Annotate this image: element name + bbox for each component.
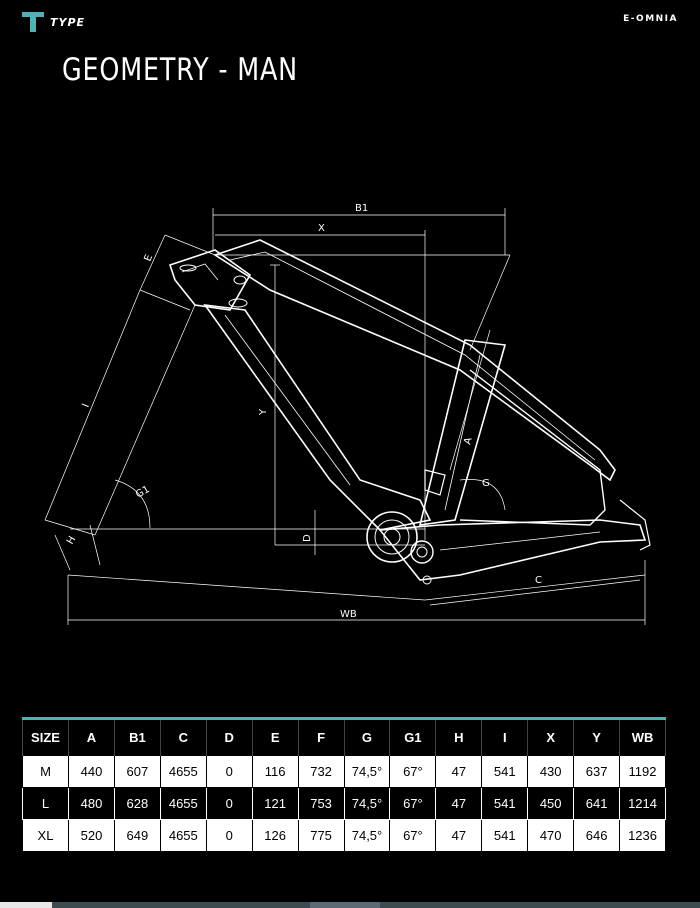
table-cell: 0: [206, 788, 252, 820]
label-e: E: [142, 253, 156, 264]
table-cell: 430: [528, 756, 574, 788]
table-cell: 4655: [160, 820, 206, 852]
geometry-diagram: [0, 180, 700, 640]
table-cell: 4655: [160, 756, 206, 788]
brand-t-icon: [22, 12, 44, 32]
dimension-labels: [65, 203, 542, 620]
table-cell: 47: [436, 820, 482, 852]
label-c: C: [535, 575, 542, 586]
label-g1: G1: [134, 484, 152, 501]
column-header: G1: [390, 719, 436, 756]
table-cell: 126: [252, 820, 298, 852]
column-header: C: [160, 719, 206, 756]
column-header: Y: [574, 719, 620, 756]
table-cell: 470: [528, 820, 574, 852]
column-header: A: [69, 719, 115, 756]
table-cell: 121: [252, 788, 298, 820]
table-cell: 541: [482, 756, 528, 788]
table-cell: 775: [298, 820, 344, 852]
label-a: A: [462, 436, 475, 446]
table-cell: 480: [69, 788, 115, 820]
table-cell: 67°: [390, 820, 436, 852]
table-cell: 47: [436, 788, 482, 820]
column-header: WB: [620, 719, 666, 756]
footer-bar-segment: [310, 902, 380, 908]
table-cell: 541: [482, 788, 528, 820]
table-cell: 607: [114, 756, 160, 788]
label-wb: WB: [340, 609, 357, 620]
table-cell: 1236: [620, 820, 666, 852]
table-cell: 67°: [390, 788, 436, 820]
column-header: X: [528, 719, 574, 756]
table-cell: 1192: [620, 756, 666, 788]
table-cell: 628: [114, 788, 160, 820]
table-cell: 649: [114, 820, 160, 852]
table-cell: XL: [23, 820, 69, 852]
table-cell: L: [23, 788, 69, 820]
table-cell: 0: [206, 820, 252, 852]
table-row-m: [23, 756, 666, 788]
table-row-l: [23, 788, 666, 820]
table-cell: 732: [298, 756, 344, 788]
label-y: Y: [258, 408, 269, 415]
table-cell: M: [23, 756, 69, 788]
label-g: G: [482, 478, 490, 489]
label-d: D: [302, 534, 313, 542]
label-b1: B1: [355, 203, 369, 214]
table-cell: 74,5°: [344, 756, 390, 788]
column-header: G: [344, 719, 390, 756]
column-header: SIZE: [23, 719, 69, 756]
table-cell: 1214: [620, 788, 666, 820]
table-cell: 450: [528, 788, 574, 820]
table-cell: 116: [252, 756, 298, 788]
table-header-row: [23, 719, 666, 756]
label-x: X: [318, 223, 325, 234]
column-header: I: [482, 719, 528, 756]
footer-bar: [0, 902, 700, 908]
column-header: F: [298, 719, 344, 756]
table-cell: 641: [574, 788, 620, 820]
table-cell: 0: [206, 756, 252, 788]
table-cell: 74,5°: [344, 820, 390, 852]
table-cell: 637: [574, 756, 620, 788]
brand-logo: [22, 12, 85, 32]
table-cell: 67°: [390, 756, 436, 788]
table-cell: 74,5°: [344, 788, 390, 820]
frame-drawing: [0, 180, 700, 640]
table-cell: 47: [436, 756, 482, 788]
footer-bar-segment: [0, 902, 52, 908]
table-row-xl: [23, 820, 666, 852]
model-name: E-OMNIA: [623, 14, 678, 24]
column-header: B1: [114, 719, 160, 756]
table-cell: 4655: [160, 788, 206, 820]
column-header: D: [206, 719, 252, 756]
table-cell: 520: [69, 820, 115, 852]
label-i: I: [80, 402, 92, 410]
column-header: E: [252, 719, 298, 756]
page-title: GEOMETRY - MAN: [62, 52, 299, 88]
table-cell: 753: [298, 788, 344, 820]
geometry-table: [22, 717, 666, 852]
table-cell: 541: [482, 820, 528, 852]
column-header: H: [436, 719, 482, 756]
label-h: H: [65, 534, 79, 547]
table-cell: 440: [69, 756, 115, 788]
table-cell: 646: [574, 820, 620, 852]
brand-logo-text: TYPE: [50, 15, 86, 29]
